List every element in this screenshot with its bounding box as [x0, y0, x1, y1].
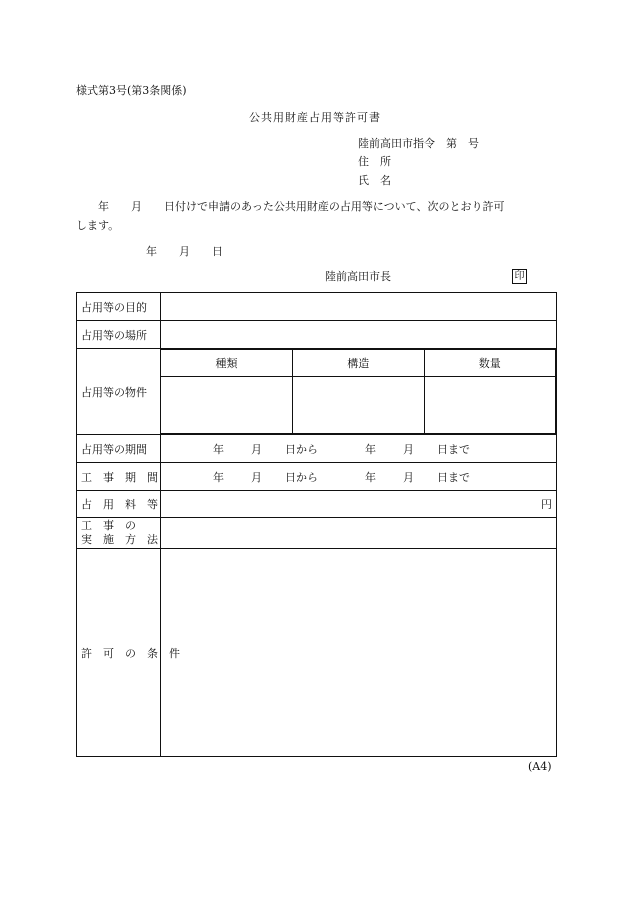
period-value	[161, 435, 557, 463]
construction-to-year: 年	[365, 470, 376, 484]
construction-period-row	[77, 463, 557, 491]
object-grid	[161, 349, 557, 435]
period-to-day: 日まで	[437, 442, 470, 456]
address-label: 住 所	[358, 155, 391, 168]
construction-from-month: 月	[251, 470, 262, 484]
directive-number: 陸前高田市指令 第 号	[358, 137, 479, 150]
method-label-line1: 工 事 の	[81, 519, 136, 532]
issuer-name: 陸前高田市長	[325, 270, 391, 283]
object-type-value	[161, 377, 293, 434]
object-quantity-value	[424, 377, 556, 434]
fee-unit: 円	[541, 498, 552, 511]
permission-text-line1: 年 月 日付けで申請のあった公共用財産の占用等について、次のとおり許可	[76, 200, 505, 213]
conditions-row	[77, 549, 557, 757]
issue-date: 年 月 日	[146, 245, 223, 258]
period-label: 占用等の期間	[77, 435, 161, 463]
method-row	[77, 518, 557, 549]
construction-from-year: 年	[213, 470, 224, 484]
object-row	[77, 349, 557, 435]
document-title: 公共用財産占用等許可書	[249, 111, 381, 124]
object-structure-value	[293, 377, 425, 434]
period-to-year: 年	[365, 442, 376, 456]
location-row	[77, 321, 557, 349]
seal-mark: 印	[512, 269, 527, 284]
name-label: 氏 名	[358, 174, 391, 187]
object-col-structure: 構造	[293, 350, 425, 377]
construction-to-month: 月	[403, 470, 414, 484]
method-label-line2: 実 施 方 法	[81, 533, 158, 546]
method-label	[77, 518, 161, 549]
object-col-type: 種類	[161, 350, 293, 377]
conditions-value	[161, 549, 557, 757]
period-from-month: 月	[251, 442, 262, 456]
period-from-day: 日から	[285, 442, 318, 456]
object-label: 占用等の物件	[77, 349, 161, 435]
construction-period-label: 工 事 期 間	[77, 463, 161, 491]
location-label: 占用等の場所	[77, 321, 161, 349]
fee-row	[77, 491, 557, 518]
location-value	[161, 321, 557, 349]
construction-period-value	[161, 463, 557, 491]
purpose-label: 占用等の目的	[77, 293, 161, 321]
conditions-label: 許 可 の 条 件	[77, 549, 161, 757]
purpose-row	[77, 293, 557, 321]
object-col-quantity: 数量	[424, 350, 556, 377]
object-subtable	[161, 349, 556, 434]
period-from-year: 年	[213, 442, 224, 456]
fee-value	[161, 491, 557, 518]
construction-to-day: 日まで	[437, 470, 470, 484]
permit-table	[76, 292, 557, 757]
purpose-value	[161, 293, 557, 321]
period-row	[77, 435, 557, 463]
construction-from-day: 日から	[285, 470, 318, 484]
paper-size-note: (A4)	[528, 760, 552, 773]
form-number: 様式第3号(第3条関係)	[76, 84, 187, 97]
method-value	[161, 518, 557, 549]
period-to-month: 月	[403, 442, 414, 456]
permission-text-line2: します。	[76, 219, 120, 232]
fee-label: 占 用 料 等	[77, 491, 161, 518]
